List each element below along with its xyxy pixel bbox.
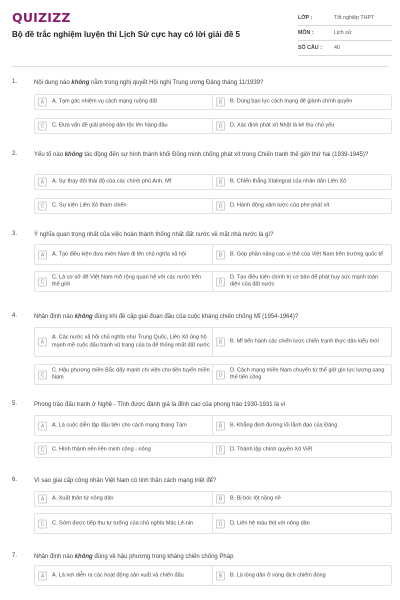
worksheet-header (0, 0, 400, 64)
option-letter-box: D (216, 277, 225, 286)
question-number: 1. (12, 79, 18, 85)
option-text: D. Tạo điều kiện chính trị cơ bản để phát huy sức mạnh toàn diện của đất nước (230, 274, 379, 288)
option-letter-box: A (38, 338, 47, 347)
answer-option-a[interactable] (34, 327, 214, 357)
question-text: Phong trào đấu tranh ở Nghệ - Tĩnh được đánh giá là đỉnh cao của phong trào 1930-1931 là vì (34, 402, 286, 408)
option-text: B. Góp phần nâng cao vị thế của Việt Nam trên trường quốc tế (230, 250, 384, 257)
option-text: C. Đưa vấn đề giải phóng dân tộc lên hàng đầu (52, 122, 168, 129)
answer-option-b[interactable] (212, 415, 392, 436)
meta-value: Tốt nghiệp THPT (334, 15, 375, 21)
answer-option-a[interactable] (34, 174, 214, 190)
question-number: 6. (12, 477, 18, 483)
meta-label: SỐ CÂU : (298, 45, 322, 51)
emphasis-word: không (64, 152, 83, 158)
answer-option-b[interactable] (212, 491, 392, 507)
question-text: Vì sao giai cấp công nhân Việt Nam có tinh thần cách mạng triệt để? (34, 478, 217, 484)
option-text: A. Sự thay đổi thái độ của các chính phủ Anh, Mĩ (52, 178, 172, 185)
answer-option-d[interactable] (212, 271, 392, 292)
option-letter-box: B (216, 338, 225, 347)
option-text: D. Hành động xâm lược của phe phát xít (230, 202, 330, 209)
answer-option-d[interactable] (212, 442, 392, 458)
answer-option-d[interactable] (212, 118, 392, 134)
option-letter-box: D (216, 202, 225, 211)
option-text: C. Sớm được tiếp thu tư tưởng của chủ nghĩa Mác Lê-nin (52, 519, 194, 526)
question-number: 5. (12, 401, 18, 407)
answer-option-b[interactable] (212, 327, 392, 357)
option-text: D. Cách mạng miền Nam chuyển từ thế giữ gìn lực lượng sang thế tiến công (230, 367, 385, 381)
option-letter-box: C (38, 122, 47, 131)
option-text: A. Là nơi diễn ra các hoạt động sản xuất và chiến đấu (52, 571, 184, 578)
worksheet-meta (298, 11, 392, 56)
option-text: D. Xác định phát xít Nhật là kẻ thù chủ yếu (230, 122, 335, 129)
option-letter-box: B (216, 571, 225, 580)
option-letter-box: B (216, 178, 225, 187)
quizizz-logo: QUIZIZZ (12, 10, 71, 25)
option-letter-box: A (38, 178, 47, 187)
option-text: B. Là lòng dân ở vùng địch chiếm đóng (230, 571, 326, 578)
option-text: B. Dùng bạo lực cách mạng để giành chính quyền (230, 98, 353, 105)
answer-option-b[interactable] (212, 244, 392, 265)
answer-option-c[interactable] (34, 271, 214, 292)
option-text: A. Tạm gác nhiệm vụ cách mạng ruộng đất (52, 98, 158, 105)
meta-value: Lịch sử (334, 30, 352, 36)
answer-option-d[interactable] (212, 364, 392, 385)
option-letter-box: A (38, 571, 47, 580)
option-letter-box: C (38, 446, 47, 455)
question-text: Nhận định nào không đúng khi đề cập giai đoạn đầu của cuộc kháng chiến chống Mĩ (1954-1964)? (34, 314, 299, 320)
answer-option-d[interactable] (212, 513, 392, 534)
option-text: B. Bị bóc lột nặng nề (230, 495, 281, 502)
option-text: B. Khẳng định đường lối lãnh đạo của Đảng (230, 421, 338, 428)
option-text: A. Xuất thân từ nông dân (52, 495, 114, 502)
option-letter-box: B (216, 495, 225, 504)
meta-value: 40 (334, 45, 340, 51)
answer-option-a[interactable] (34, 415, 214, 436)
question-number: 7. (12, 553, 18, 559)
option-text: D. Thành lập chính quyền Xô Viết (230, 446, 313, 453)
answer-option-b[interactable] (212, 565, 392, 586)
option-letter-box: A (38, 421, 47, 430)
option-text: C. Hậu phương miền Bắc đẩy mạnh chi viện cho tiền tuyến miền Nam (52, 367, 210, 381)
option-letter-box: B (216, 250, 225, 259)
meta-row-count (298, 41, 392, 56)
worksheet-title: Bộ đề trắc nghiệm luyện thi Lịch Sử cực hay có lời giải đề 5 (12, 30, 240, 39)
answer-option-c[interactable] (34, 513, 214, 534)
option-letter-box: B (216, 98, 225, 107)
question-text: Ý nghĩa quan trọng nhất của việc hoàn thành thống nhất đất nước về mặt nhà nước là gì? (34, 232, 274, 238)
meta-row-class (298, 11, 392, 26)
option-text: B. Mĩ tiến hành các chiến lược chiến tranh thực dân kiểu mới (230, 338, 380, 345)
answer-option-c[interactable] (34, 118, 214, 134)
option-text: C. Là cơ sở để Việt Nam mở rộng quan hệ với các nước trên thế giới (52, 274, 202, 288)
answer-option-a[interactable] (34, 565, 214, 586)
meta-label: LỚP : (298, 15, 313, 21)
option-letter-box: D (216, 519, 225, 528)
option-letter-box: C (38, 202, 47, 211)
emphasis-word: không (71, 80, 90, 86)
answer-option-b[interactable] (212, 94, 392, 110)
option-letter-box: C (38, 519, 47, 528)
option-letter-box: C (38, 370, 47, 379)
option-text: B. Chiến thắng Xtalingrat của nhân dân Liên Xô (230, 178, 347, 185)
option-letter-box: A (38, 98, 47, 107)
question-number: 3. (12, 231, 18, 237)
question-text: Nhận định nào không đúng về hậu phương trong kháng chiến chống Pháp (34, 554, 234, 560)
option-letter-box: B (216, 421, 225, 430)
answer-option-d[interactable] (212, 198, 392, 214)
option-text: A. Tạo điều kiện đưa miền Nam đi lên chủ nghĩa xã hội (52, 250, 187, 257)
option-letter-box: A (38, 495, 47, 504)
meta-label: MÔN : (298, 30, 314, 36)
option-text: C. Hình thành nên liên minh công - nông (52, 446, 151, 453)
emphasis-word: không (74, 314, 93, 320)
answer-option-a[interactable] (34, 244, 214, 265)
header-divider (12, 66, 388, 67)
answer-option-c[interactable] (34, 198, 214, 214)
answer-option-b[interactable] (212, 174, 392, 190)
meta-row-subject (298, 26, 392, 41)
option-letter-box: C (38, 277, 47, 286)
answer-option-c[interactable] (34, 442, 214, 458)
option-letter-box: D (216, 370, 225, 379)
question-number: 2. (12, 151, 18, 157)
question-number: 4. (12, 313, 18, 319)
option-text: C. Sự kiện Liên Xô tham chiến (52, 202, 127, 209)
answer-option-c[interactable] (34, 364, 214, 385)
option-letter-box: D (216, 122, 225, 131)
answer-option-a[interactable] (34, 491, 214, 507)
option-text: D. Liên hệ máu thịt với nông dân (230, 519, 310, 526)
emphasis-word: không (74, 554, 93, 560)
answer-option-a[interactable] (34, 94, 214, 110)
question-text: Nội dung nào không nằm trong nghị quyết Hội nghị Trung ương Đảng tháng 11/1939? (34, 80, 264, 86)
option-text: A. Các nước xã hội chủ nghĩa như Trung Quốc, Liên Xô ủng hộ mạnh mẽ cuộc đấu tranh vũ trang của ta để thống nhất đất nước (52, 334, 210, 348)
option-letter-box: D (216, 446, 225, 455)
option-text: A. Là cuộc diễn tập đầu tiên cho cách mạng tháng Tám (52, 421, 187, 428)
option-letter-box: A (38, 250, 47, 259)
question-text: Yếu tố nào không tác động đến sự hình thành khối Đồng minh chống phát xít trong Chiến tranh thế giới thứ hai (1939-1945)? (34, 152, 369, 158)
